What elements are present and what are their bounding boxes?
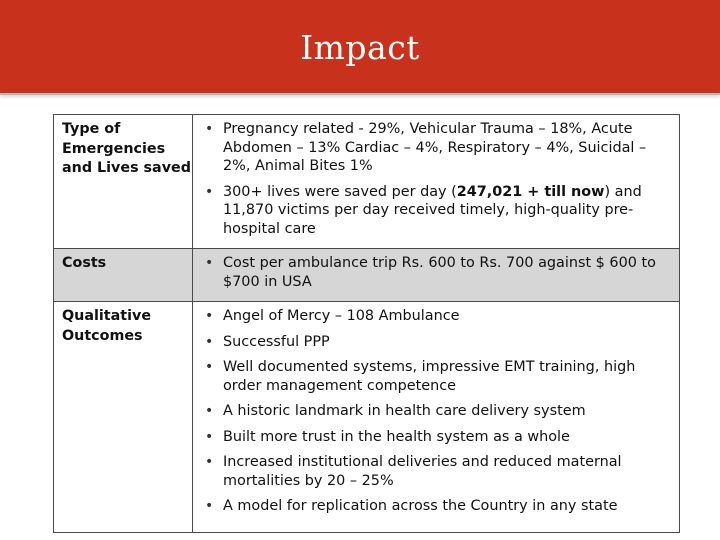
bullet-text: A historic landmark in health care delivery system [223, 403, 586, 419]
row-label-text: Costs [62, 255, 107, 271]
bullet-text: Successful PPP [223, 333, 330, 350]
row-label-text: Type of Emergencies and Lives saved [62, 121, 191, 176]
bullet-text-bold: 247,021 + till now [456, 183, 605, 200]
bullet-list [199, 254, 673, 291]
impact-table [53, 114, 680, 533]
bullet-list [199, 307, 673, 516]
bullet-item [199, 497, 673, 516]
title-bar [0, 0, 720, 93]
table-row-emergencies [54, 115, 680, 249]
bullet-item [199, 358, 673, 395]
slide-title: Impact [300, 28, 420, 67]
row-label [54, 115, 193, 249]
bullet-list [199, 120, 673, 238]
row-content [193, 249, 680, 302]
row-label-text: Qualitative Outcomes [62, 308, 152, 344]
bullet-item [199, 333, 673, 352]
bullet-item [199, 183, 673, 239]
table-row-qualitative [54, 302, 680, 533]
row-label [54, 302, 193, 533]
bullet-item [199, 428, 673, 447]
bullet-item [199, 307, 673, 326]
bullet-item [199, 402, 673, 421]
bullet-text: Cost per ambulance trip Rs. 600 to Rs. 700 against $ 600 to $700 in USA [223, 255, 656, 290]
row-label [54, 249, 193, 302]
bullet-item [199, 453, 673, 490]
bullet-text: Pregnancy related - 29%, Vehicular Trauma – 18%, Acute Abdomen – 13% Cardiac – 4%, Respiratory – 4%, Suicidal – 2%, Animal Bites 1% [223, 121, 647, 174]
bullet-item [199, 120, 673, 176]
bullet-item [199, 254, 673, 291]
bullet-text: Angel of Mercy – 108 Ambulance [223, 308, 460, 324]
row-content [193, 302, 680, 533]
bullet-text: Built more trust in the health system as a whole [223, 428, 570, 445]
bullet-text-post: ) and 11,870 victims per day received timely, high-quality pre-hospital care [223, 183, 642, 237]
table-row-costs [54, 249, 680, 302]
bullet-text: Increased institutional deliveries and reduced maternal mortalities by 20 – 25% [223, 454, 622, 489]
bullet-text: A model for replication across the Country in any state [223, 498, 618, 514]
bullet-text-pre: 300+ lives were saved per day ( [223, 183, 457, 200]
row-content [193, 115, 680, 249]
bullet-text: Well documented systems, impressive EMT training, high order management competence [223, 359, 636, 394]
